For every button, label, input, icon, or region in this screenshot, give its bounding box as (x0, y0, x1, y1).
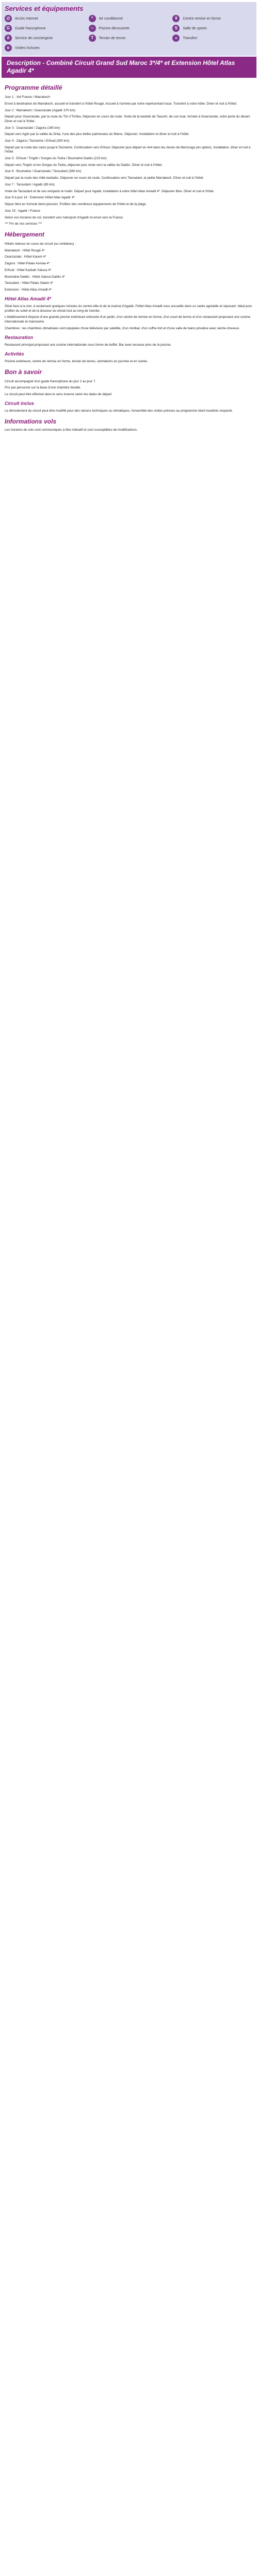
info-title: Informations vols (5, 417, 57, 425)
dumbbell-icon: ¥ (172, 15, 180, 22)
service-item (5, 15, 86, 22)
sports-icon: S (172, 25, 180, 32)
paragraph: Départ par la route des oasis jusqu'à Tazzarine. Continuation vers Erfoud. Déjeuner puis départ en 4x4 dans les dunes de Merzouga (en option). Installation, dîner et nuit à l'hôtel. (5, 145, 252, 154)
paragraph: Départ vers Tinghir et les Gorges du Todra, déjeuner puis route vers la vallée du Dadès. Dîner et nuit à l'hôtel. (5, 163, 163, 167)
hotel-section-body (5, 343, 253, 347)
paragraph: L'établissement dispose d'une grande piscine extérieure entourée d'un jardin, d'un centre de remise en forme, d'un court de tennis et d'un restaurant proposant une cuisine internationale et marocaine. (5, 315, 252, 324)
circuit-title: Circuit inclus (5, 401, 35, 406)
programme-title: Programme détaillé (5, 84, 62, 92)
paragraph: Hôtels retenus en cours de circuit (ou similaires) : (5, 242, 76, 246)
paragraph: Jour 15 : Agadir / France (5, 209, 40, 213)
hotel-section-body (5, 360, 253, 364)
hotel-sections (5, 296, 253, 364)
bien-savoir-body (5, 380, 253, 397)
paragraph: Départ vers Agdz par la vallée du Drâa, l'une des plus belles palmeraies du Maroc. Déjeuner. Installation et dîner et nuit à l'hôtel. (5, 132, 190, 137)
paragraph: Chambres : les chambres climatisées sont équipées d'une télévision par satellite, d'un minibar, d'un coffre-fort et d'une salle de bains privative avec sèche-cheveux. (5, 326, 240, 330)
services-grid (5, 15, 253, 52)
service-item (5, 44, 86, 52)
hotel-section-body (5, 304, 253, 331)
service-item (89, 35, 170, 42)
paragraph: Ouarzazate : Hôtel Karam 4* (5, 255, 46, 259)
services-section (2, 2, 256, 56)
service-label: Transfert (183, 36, 198, 40)
pool-icon: ~ (89, 25, 96, 32)
service-item (89, 25, 170, 32)
snowflake-icon: * (89, 15, 96, 22)
service-label: Accès Internet (15, 16, 38, 21)
programme-body (5, 95, 253, 227)
service-item (5, 35, 86, 42)
paragraph: *** Fin de nos services *** (5, 222, 42, 226)
bien-savoir-section (5, 368, 253, 397)
service-item (89, 15, 170, 22)
paragraph: Les horaires de vols sont communiqués à titre indicatif et sont susceptibles de modifications. (5, 428, 138, 432)
paragraph: Départ pour Ouarzazate, par la route du Tizi n'Tichka. Déjeuner en cours de route. Visite de la kasbah de Taourirt, de son ksar. Arrivée à Ouarzazate, votre porte du désert. Dîner et nuit à l'hôtel. (5, 115, 252, 123)
paragraph: Situé face à la mer, à seulement quelques minutes du centre-ville et de la marina d'Agadir, l'hôtel Atlas Amadil vous accueille dans un cadre agréable et reposant. Idéal pour profiter du soleil et de la douceur du climat tout au long de l'année. (5, 304, 253, 313)
service-label: Air conditionné (99, 16, 123, 21)
paragraph: Jour 4 : Zagora / Tazzarine / Erfoud (300 km) (5, 139, 70, 143)
paragraph: Séjour libre en formule demi-pension. Profitez des nombreux équipements de l'hôtel et de la plage. (5, 202, 147, 207)
service-label: Piscine découverte (99, 26, 130, 30)
guide-icon: G (5, 25, 12, 32)
bien-savoir-title: Bon à savoir (5, 368, 42, 376)
description-banner (2, 57, 256, 78)
tennis-icon: T (89, 35, 96, 42)
paragraph: Jour 5 : Erfoud / Tinghir / Gorges du Todra / Boumalne Dadès (210 km) (5, 156, 107, 160)
paragraph: Visite de Taroudant et de ses remparts le matin. Départ pour Agadir, installation à votre hôtel Atlas Amadil 4*. Déjeuner libre. Dîner et nuit à l'hôtel. (5, 189, 215, 193)
service-item (172, 35, 253, 42)
paragraph: Jour 3 : Ouarzazate / Zagora (165 km) (5, 126, 60, 130)
paragraph: Marrakech : Hôtel Rougé 4* (5, 248, 45, 252)
circuit-body (5, 409, 253, 413)
hebergement-title: Hébergement (5, 230, 44, 238)
paragraph: Extension : Hôtel Atlas Amadil 4* (5, 288, 52, 292)
hotel-section-title: Activités (5, 351, 24, 357)
service-label: Centre remise en forme (183, 16, 221, 21)
paragraph: Le déroulement du circuit peut être modifié pour des raisons techniques ou climatiques, l'ensemble des visites prévues au programme étant toutefois respecté. (5, 409, 233, 413)
camera-icon: o (5, 44, 12, 52)
services-title: Services et équipements (5, 5, 84, 12)
info-body (5, 428, 253, 432)
paragraph: Restaurant principal proposant une cuisine internationale sous forme de buffet. Bar avec terrasse près de la piscine. (5, 343, 172, 347)
paragraph: Jour 8 à jour 14 : Extension Hôtel Atlas Agadir 4* (5, 196, 75, 200)
paragraph: Erfoud : Hôtel Kasbah Xaluca 4* (5, 268, 52, 272)
info-section (5, 418, 253, 439)
paragraph: Zagora : Hôtel Palais Asmaa 4* (5, 262, 50, 266)
paragraph: Boumalne Dadès : Hôtel Xaluca Dadès 4* (5, 275, 65, 279)
description-title: Description - Combiné Circuit Grand Sud Maroc 3*/4* et Extension Hôtel Atlas Agadir 4* (7, 59, 235, 75)
paragraph: Départ par la route des mille kasbahs. Déjeuner en cours de route. Continuation vers Taroudant, la petite Marrakech. Dîner et nuit à l'hôtel. (5, 176, 204, 180)
circuit-section (5, 401, 253, 413)
concierge-bell-icon: ô (5, 35, 12, 42)
paragraph: Piscine extérieure, centre de remise en forme, terrain de tennis, animations en journée et en soirée. (5, 360, 148, 364)
paragraph: Jour 2 : Marrakech / Ouarzazate (Agadir 370 km) (5, 108, 75, 112)
paragraph: Selon vos horaires de vol, transfert vers l'aéroport d'Agadir et envol vers la France. (5, 215, 124, 219)
content (2, 78, 256, 438)
service-item (172, 25, 253, 32)
paragraph: Jour 7 : Taroudant / Agadir (85 km) (5, 182, 55, 187)
hotel-section-title: Restauration (5, 334, 34, 340)
paragraph: Circuit accompagné d'un guide francophone du jour 2 au jour 7. (5, 379, 96, 383)
service-label: Terrain de tennis (99, 36, 126, 40)
service-label: Salle de sports (183, 26, 207, 30)
paragraph: Jour 6 : Boumalne / Ouarzazate / Taroudant (380 km) (5, 170, 82, 174)
service-label: Guide francophone (15, 26, 46, 30)
hebergement-section (5, 231, 253, 293)
hotel-section-title: Hôtel Atlas Amadil 4* (5, 296, 51, 302)
shuttle-icon: » (172, 35, 180, 42)
service-label: Visites incluses (15, 46, 40, 50)
paragraph: Envol à destination de Marrakech, accueil et transfert à l'hôtel Rougé, Accueil à l'arrivée par notre représentant local. Transfert à votre hôtel. Dîner et nuit à l'hôtel. (5, 101, 237, 106)
service-item (172, 15, 253, 22)
paragraph: Le circuit peut être effectué dans le sens inverse selon les dates de départ. (5, 393, 112, 397)
service-item (5, 25, 86, 32)
hebergement-body (5, 242, 253, 293)
page (0, 2, 258, 438)
paragraph: Prix par personne sur la base d'une chambre double. (5, 386, 81, 390)
wifi-icon: @ (5, 15, 12, 22)
service-label: Service de conciergerie (15, 36, 53, 40)
paragraph: Taroudant : Hôtel Palais Salam 4* (5, 281, 54, 285)
programme-section (5, 84, 253, 227)
paragraph: Jour 1 : Vol France / Marrakech (5, 95, 50, 99)
